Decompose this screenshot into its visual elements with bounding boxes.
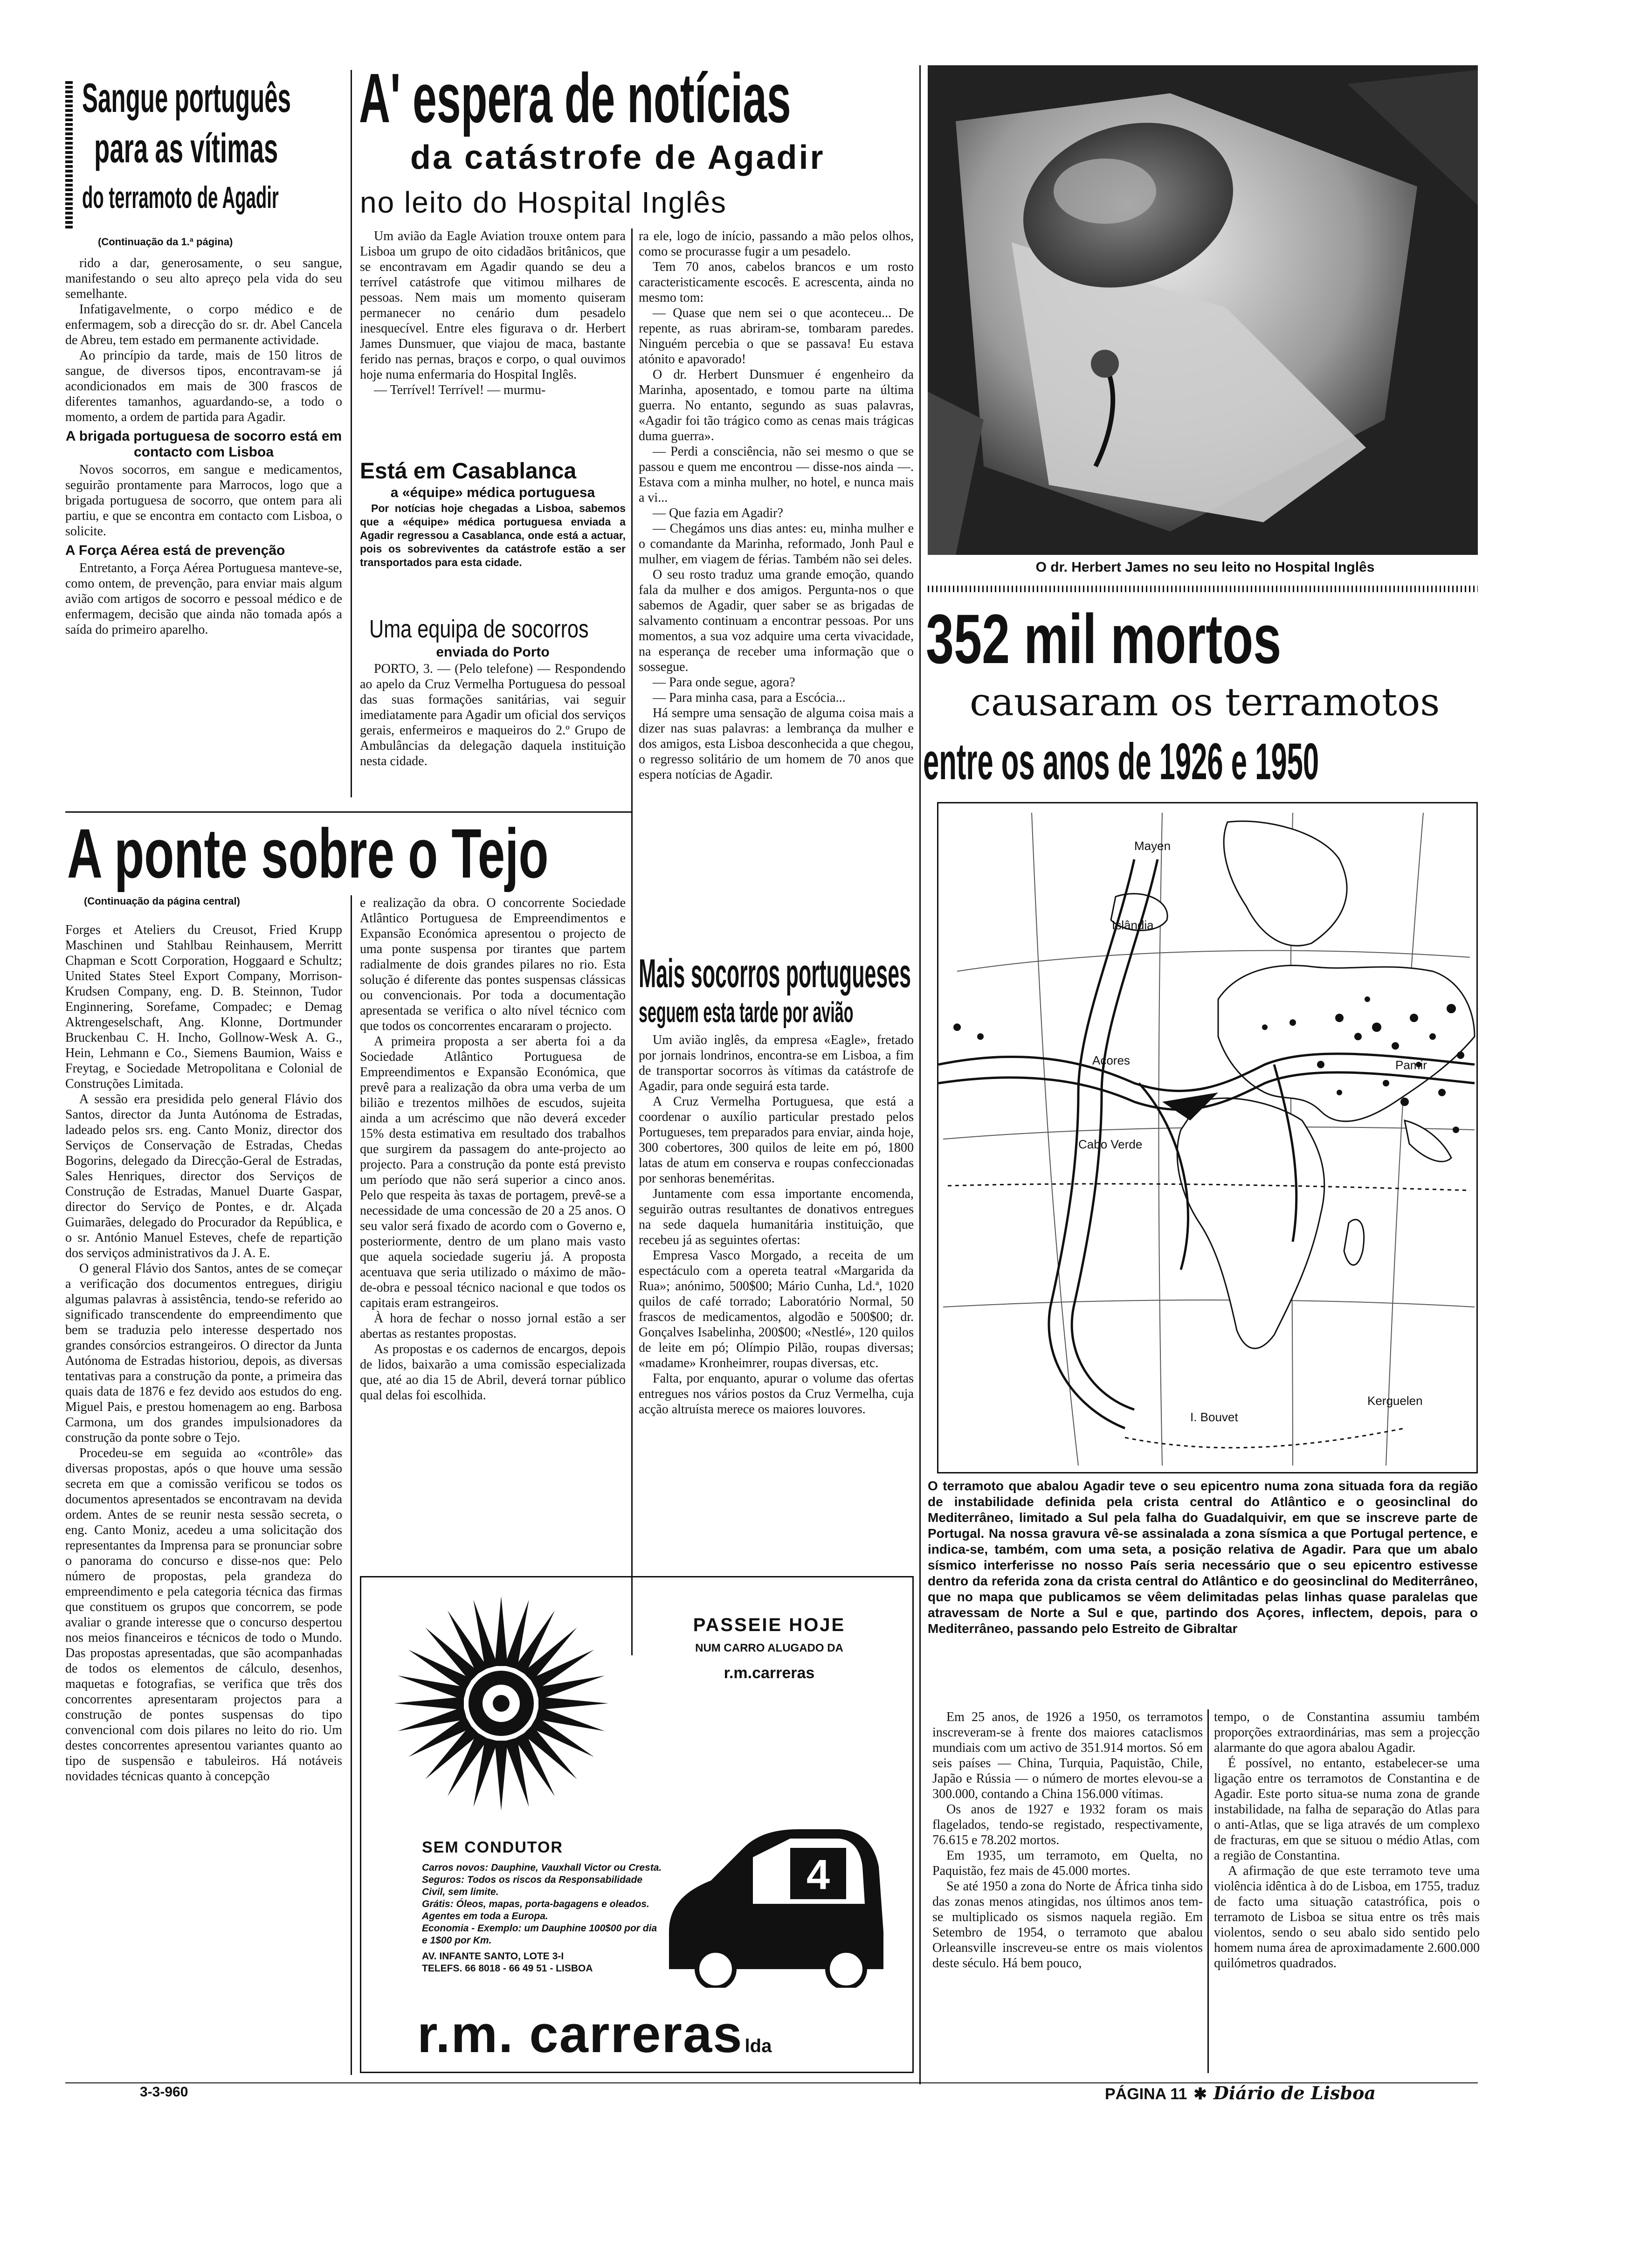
map-label: Açores — [1092, 1053, 1130, 1067]
agadir-col2 — [639, 228, 914, 961]
footer-date: 3-3-960 — [140, 2084, 188, 2100]
terramotos-paragraph: A afirmação de que este terramoto teve uma violência idêntica à do de Lisboa, em 1755, traduz de facto uma situação catastrófica, pois o terramoto de Lisboa se situa entre os três mais violentos, sendo o seu abalo sido sentido pelo homem numa área de aproximadamente 2.600.000 quilómetros quadrados. — [1214, 1864, 1480, 1971]
agadir-paragraph: — Perdi a consciência, não sei mesmo o que se passou e quem me encontrou — disse-nos ainda —. Estava com a minha mulher, no hotel, e nunca mais a vi... — [639, 444, 914, 505]
ad-sem-condutor: SEM CONDUTOR — [422, 1839, 563, 1856]
kicker-line-3: do terramoto de Agadir — [82, 180, 279, 214]
map-label: Mayen — [1134, 839, 1171, 853]
terramotos-col1 — [932, 1709, 1203, 2073]
porto-subtitle: enviada do Porto — [436, 644, 550, 660]
section-rule — [65, 811, 631, 813]
left-paragraph: Infatigavelmente, o corpo médico e de enfermagem, sob a direcção do sr. dr. Abel Cancela de Abreu, tem estado em permanente actividade. — [65, 302, 342, 347]
footer-page-number: PÁGINA 11 — [1105, 2085, 1187, 2103]
left-paragraph: Novos socorros, em sangue e medicamentos, seguirão prontamente para Marrocos, logo que a brigada portuguesa de socorro, que ontem para ali partiu, e que se encontra em contacto com Lisboa, o solicite. — [65, 463, 342, 539]
agadir-paragraph: — Quase que nem sei o que aconteceu... De repente, as ruas abriram-se, tombaram paredes. Ninguém percebia o que se passava! Eu estava atónito e apavorado! — [639, 306, 914, 366]
agadir-paragraph: — Que fazia em Agadir? — [653, 506, 783, 520]
agadir-headline-1: A' espera de notícias — [359, 59, 791, 137]
ponte-paragraph: Forges et Ateliers du Creusot, Fried Krupp Maschinen und Stahlbau Reinhausem, Merritt Chapman e Scott Corporation, Hoggaard e Schultz; United States Steel Export Company, Morrison-Krudsen Company, eng. D. B. Steinnon, Tudor Enginnering, Sorefame, Compadec; e Demag Aktrengeselschaft, Ang. Klonne, Dortmunder Bruckenbau C. H. Incho, Gollnow-Wesk A. G., Hein, Lehmann e Co., Siemens Baumion, Waiss e Freytag, e Sociedade Metropolitana e Colonial de Construções Limitada. — [65, 923, 342, 1091]
mais-socorros-paragraph: Juntamente com essa importante encomenda, seguirão outras resultantes de donativos entregues na sede daquela humanitária instituição, que recebeu já as seguintes ofertas: — [639, 1187, 914, 1247]
map-label: Pamir — [1395, 1058, 1427, 1072]
mais-socorros-title: Mais socorros portugueses — [639, 951, 911, 996]
ponte-headline: A ponte sobre o Tejo — [67, 814, 549, 892]
left-paragraph: rido a dar, generosamente, o seu sangue, manifestando o seu alto apreço pela vida do seu semelhante. — [65, 256, 342, 301]
ponte-continuation: (Continuação da página central) — [84, 895, 240, 907]
casablanca-box — [360, 459, 626, 603]
dash-rule — [928, 586, 1478, 592]
column-rule — [351, 895, 352, 2075]
ad-detail-line: Agentes em toda a Europa. — [422, 1911, 548, 1922]
left-subhead-brigada: A brigada portuguesa de socorro está em contacto com Lisboa — [65, 429, 342, 460]
ponte-paragraph: Procedeu-se em seguida ao «contrôle» das diversas propostas, após o que houve uma sessão secreta em que a comissão verificou se todos os documentos apresentados se encontravam na devida ordem. Antes de se reunir nesta sessão secreta, o eng. Canto Moniz, acedeu a uma solicitação dos representantes da Imprensa para se pronunciar sobre o panorama do concurso e disse-nos que: Pelo número de propostas, pela grandeza do empreendimento e pela categoria técnica das firmas que constituem os grupos que concorrem, se pode avaliar o grande interesse que o concurso despertou nos meios financeiros e técnicos de todo o Mundo. Das propostas apresentadas, que são acompanhadas de todos os elementos de cálculo, desenhos, maquetas e fotografias, se verifica que três dos concorrentes apresentaram projectos para a construção de pontes suspensas do tipo convencional com dois pilares no leito do rio. Um destes concorrentes apresentou variantes quanto ao tipo de suspensão e tabuleiros. Há notáveis novidades técnicas quanto à concepção — [65, 1446, 342, 1784]
agadir-paragraph: O seu rosto traduz uma grande emoção, quando fala da mulher e dos amigos. Pergunta-nos o que sabemos de Agadir, quer saber se as brigadas de salvamento continuam a encontrar pessoas. Por uns momentos, a sua voz adquire uma certa vivacidade, na esperança de receber uma informação que o sossegue. — [639, 567, 914, 674]
mais-socorros-paragraph: Falta, por enquanto, apurar o volume das ofertas entregues nos vários postos da Cruz Vermelha, cuja acção altruísta merece os maiores louvores. — [639, 1371, 914, 1417]
agadir-col1 — [360, 228, 626, 452]
terramotos-paragraph: Em 1935, um terramoto, em Quelta, no Paquistão, fez mais de 45.000 mortes. — [932, 1848, 1203, 1878]
mais-socorros-box — [639, 951, 914, 1567]
car-illustration — [650, 1820, 893, 1988]
left-subhead-forca-aerea: A Força Aérea está de prevenção — [65, 543, 285, 558]
sangue-kicker — [65, 75, 340, 233]
porto-title: Uma equipa de socorros — [369, 615, 589, 643]
left-continuation: (Continuação da 1.ª página) — [98, 236, 233, 248]
hospital-photo — [928, 65, 1478, 555]
left-paragraph: Entretanto, a Força Aérea Portuguesa manteve-se, como ontem, de prevenção, para enviar mais algum avião com artigos de socorro e pessoal médico e de enfermagem, decisão que ainda não tomada após a saída do primeiro aparelho. — [65, 561, 342, 637]
casablanca-text: Por notícias hoje chegadas a Lisboa, sabemos que a «équipe» médica portuguesa enviada a Agadir regressou a Casablanca, onde está a actuar, pois os sobreviventes da catástrofe estão a ser transportados para esta cidade. — [360, 502, 626, 568]
casablanca-title: Está em Casablanca — [360, 459, 577, 484]
ad-brand-large-text: r.m. carreras — [417, 2005, 743, 2063]
ad-num-carro: NUM CARRO ALUGADO DA — [695, 1642, 843, 1654]
ad-details — [422, 1862, 664, 1975]
kicker-line-1: Sangue português — [82, 75, 291, 121]
ad-detail-line: Carros novos: Dauphine, Vauxhall Victor ou Cresta. — [422, 1862, 662, 1873]
terramotos-paragraph: Os anos de 1927 e 1932 foram os mais flagelados, tendo-se registado, respectivamente, 76.615 e 78.202 mortos. — [932, 1802, 1203, 1847]
terramotos-paragraph: tempo, o de Constantina assumiu também proporções extraordinárias, mas sem a projecção alarmante do que agora abalou Agadir. — [1214, 1710, 1480, 1755]
column-rule — [1207, 1709, 1209, 2073]
column-rule — [919, 65, 921, 2084]
porto-text: PORTO, 3. — (Pelo telefone) — Respondendo ao apelo da Cruz Vermelha Portuguesa do pessoal das suas formações sanitárias, vai seguir imediatamente para Agadir um oficial dos serviços gerais, enfermeiros e maqueiros do 2.º Grupo de Ambulâncias da delegação daquela instituição nesta cidade. — [360, 662, 626, 768]
agadir-paragraph: Há sempre uma sensação de alguma coisa mais a dizer nas suas palavras: a lembrança da mulher e dos amigos, esta Lisboa desconhecida a que chegou, o regresso solitário de um homem de 70 anos que espera notícias de Agadir. — [639, 706, 914, 782]
ponte-paragraph: As propostas e os cadernos de encargos, depois de lidos, baixarão a uma comissão especializada que, até ao dia 15 de Abril, deverá tornar público qual delas foi escolhida. — [360, 1342, 626, 1403]
car-number: 4 — [806, 1852, 830, 1898]
seismic-map — [937, 802, 1478, 1473]
mais-socorros-body — [639, 1032, 914, 1417]
terramotos-paragraph: Em 25 anos, de 1926 a 1950, os terramotos inscreveram-se à frente dos maiores cataclismos mundiais com um activo de 351.914 mortos. Só em seis países — China, Turquia, Paquistão, Chile, Japão e Rússia — o número de mortes elevou-se a 300.000, contando a China 156.000 vítimas. — [932, 1710, 1203, 1801]
ponte-col2 — [360, 895, 626, 1567]
footer-star-icon: ✱ — [1193, 2086, 1207, 2103]
ad-brand-large — [417, 2006, 772, 2062]
agadir-paragraph: ra ele, logo de início, passando a mão pelos olhos, como se procurasse fugir a um pesadelo. — [639, 229, 914, 259]
agadir-paragraph: Tem 70 anos, cabelos brancos e um rosto caracteristicamente escocês. E acrescenta, ainda no mesmo tom: — [639, 260, 914, 305]
kicker-line-2: para as vítimas — [94, 125, 278, 171]
ad-brand-small: r.m.carreras — [724, 1664, 815, 1682]
mais-socorros-paragraph: Um avião inglês, da empresa «Eagle», fretado por jornais londrinos, encontra-se em Lisboa, a fim de transportar socorros às vítimas da catástrofe de Agadir, para onde seguirá esta tarde. — [639, 1033, 914, 1093]
map-caption: O terramoto que abalou Agadir teve o seu epicentro numa zona situada fora da região de instabilidade definida pela crista central do Atlântico e o geosinclinal do Mediterrâneo, limitado a Sul pela falha do Guadalquivir, em que se inscreve parte de Portugal. Na nossa gravura vê-se assinalada a zona sísmica a que Portugal pertence, e indica-se, também, com uma seta, a posição relativa de Agadir. Para que um abalo sísmico interferisse no nosso País seria necessário que o seu epicentro estivesse dentro da referida zona da crista central do Atlântico e do geosinclinal do Mediterrâneo, que no mapa que publicamos se vêem delimitadas pelas linhas quase paralelas que atravessam de Norte a Sul e que, partindo dos Açores, inflectem, depois, para o Mediterrâneo, passando pelo Estreito de Gibraltar — [928, 1479, 1478, 1636]
mais-socorros-subtitle: seguem esta tarde por avião — [639, 996, 854, 1029]
map-label: Islândia — [1112, 918, 1154, 932]
map-label: I. Bouvet — [1190, 1410, 1238, 1424]
photo-caption: O dr. Herbert James no seu leito no Hospital Inglês — [1035, 560, 1375, 575]
sun-illustration — [389, 1591, 613, 1815]
ponte-paragraph: O general Flávio dos Santos, antes de se começar a verificação dos documentos entregues, dirigiu algumas palavras à assistência, tendo-se referido ao significado transcendente do empreendimento que bem se traduzia pelo interesse despertado nos grandes consórcios estrangeiros. O director da Junta Autónoma de Estradas historiou, depois, as diversas tentativas para a construção da ponte, a primeira das quais data de 1876 e fez devido aos estudos do eng. Miguel Pais, e prestou homenagem ao eng. Barbosa Carmona, um dos grandes impulsionadores da construção da ponte sobre o Tejo. — [65, 1261, 342, 1445]
ponte-col1 — [65, 922, 342, 2074]
kicker-bar — [65, 79, 73, 228]
ponte-paragraph: e realização da obra. O concorrente Sociedade Atlântico Portuguesa de Empreendimentos e Expansão Económica apresentou o projecto de uma ponte suspensa por tirantes que partem radialmente de dois grandes pilares no rio. Esta solução é diferente das pontes suspensas clássicas ou convencionais. Por toda a documentação apresentada se verifica o alto nível técnico com que todos os concorrentes encararam o projecto. — [360, 896, 626, 1033]
carreras-advert — [360, 1576, 914, 2073]
ad-detail-line: AV. INFANTE SANTO, LOTE 3-I — [422, 1951, 564, 1962]
footer-paper-name: Diário de Lisboa — [1213, 2082, 1376, 2103]
agadir-paragraph: — Para minha casa, para a Escócia... — [653, 691, 846, 705]
ad-detail-line: Grátis: Óleos, mapas, porta-bagagens e oleados. — [422, 1899, 649, 1909]
left-paragraph: Ao princípio da tarde, mais de 150 litros de sangue, de diversos tipos, encontravam-se já acondicionados em mais de 300 frascos de diferentes tamanhos, aguardando-se, a todo o momento, a ordem de partida para Agadir. — [65, 348, 342, 424]
ponte-paragraph: À hora de fechar o nosso jornal estão a ser abertas as restantes propostas. — [360, 1311, 626, 1341]
agadir-headline-3: no leito do Hospital Inglês — [360, 186, 727, 219]
seismic-map-drawing — [937, 802, 1478, 1473]
ad-detail-line: TELEFS. 66 8018 - 66 49 51 - LISBOA — [422, 1963, 593, 1974]
ponte-paragraph: A primeira proposta a ser aberta foi a da Sociedade Atlântico Portuguesa de Empreendimentos e Expansão Económica, que prevê para a realização da obra uma verba de um bilião e trezentos milhões de escudos, sujeita ainda a um acréscimo que não deverá exceder 15% desta estimativa em resultado dos trabalhos que surgirem da passagem do ante-projecto ao projecto. Para a construção da ponte está previsto um período que não será superior a cinco anos. Pelo que respeita às taxas de portagem, prevê-se a necessidade de uma concessão de 20 a 25 anos. O seu valor será fixado de acordo com o Governo e, posteriormente, dentro de um plano mais vasto que aquela sociedade sugeriu já. A proposta acentuava que seria utilizado o máximo de mão-de-obra e pessoal técnico nacional e que todos os capitais eram estrangeiros. — [360, 1034, 626, 1310]
terramotos-paragraph: É possível, no entanto, estabelecer-se uma ligação entre os terramotos de Constantina e de Agadir. Este porto situa-se numa zona de grande instabilidade, na falha de separação do Atlas para o anti-Atlas, que se liga através de um complexo de fracturas, em que se situou o médio Atlas, com a região de Constantina. — [1214, 1756, 1480, 1863]
terramotos-col2 — [1214, 1709, 1480, 2073]
porto-box — [360, 615, 626, 806]
left-column-body — [65, 256, 342, 810]
footer-page — [1105, 2082, 1376, 2103]
agadir-paragraph: Um avião da Eagle Aviation trouxe ontem para Lisboa um grupo de oito cidadãos britânicos, que se encontravam em Agadir quando se deu a terrível catástrofe que vitimou milhares de pessoas. Nem mais um momento quiseram permanecer no cenário dum pesadelo inesquecível. Entre eles figurava o dr. Herbert James Dunsmuer, que viajou de maca, bastante ferido nas pernas, braços e corpo, o qual ouvimos hoje numa enfermaria do Hospital Inglês. — [360, 229, 626, 382]
column-rule — [351, 70, 352, 797]
casablanca-subtitle: a «équipe» médica portuguesa — [390, 485, 595, 500]
agadir-paragraph: — Chegámos uns dias antes: eu, minha mulher e o comandante da Marinha, reformado, Jonh Paul e mulher, em viagem de férias. Também não sei deles. — [639, 521, 914, 567]
map-label: Cabo Verde — [1078, 1137, 1143, 1151]
terramotos-paragraph: Se até 1950 a zona do Norte de África tinha sido das zonas menos atingidas, nos últimos anos tem-se multiplicado os sismos naquela região. Em Setembro de 1954, o terramoto que abalou Orleansville inscreveu-se entre os mais violentos deste século. Há bem pouco, — [932, 1879, 1203, 1971]
mais-socorros-paragraph: A Cruz Vermelha Portuguesa, que está a coordenar o auxílio particular prestado pelos Portugueses, tem preparados para enviar, ainda hoje, 300 cobertores, 300 quilos de leite em pó, 1800 latas de atum em conserva e roupas confeccionadas por senhoras beneméritas. — [639, 1094, 914, 1186]
mortos-headline-3: entre os anos de 1926 e 1950 — [923, 733, 1319, 790]
ponte-paragraph: A sessão era presidida pelo general Flávio dos Santos, director da Junta Autónoma de Estradas, ladeado pelos srs. eng. Canto Moniz, director dos Serviços de Conservação de Estradas, Chedas Bogorins, delegado da Direcção-Geral de Estradas, Sales Henriques, director dos Serviços de Construção de Estradas, Manuel Duarte Gaspar, director do Serviço de Pontes, e dr. Alçada Guimarães, delegado do Procurador da República, e o sr. António Manuel Esteves, chefe de repartição dos serviços administrativos da J. A. E. — [65, 1092, 342, 1260]
ad-passeie: PASSEIE HOJE — [693, 1615, 846, 1635]
agadir-headline-2: da catástrofe de Agadir — [410, 139, 825, 176]
map-label: Kerguelen — [1367, 1394, 1423, 1408]
mortos-headline-2: causaram os terramotos — [970, 680, 1440, 725]
agadir-paragraph: — Terrível! Terrível! — murmu- — [374, 383, 546, 397]
column-rule — [631, 228, 633, 1655]
agadir-paragraph: — Para onde segue, agora? — [653, 675, 795, 690]
hospital-photo-image — [928, 65, 1478, 555]
mais-socorros-paragraph: Empresa Vasco Morgado, a receita de um espectáculo com a opereta teatral «Margarida da Rua»; anónimo, 500$00; Mário Cunha, Ld.ª, 1020 quilos de café torrado; Laboratório Normal, 50 frascos de medicamentos, algodão e 500$00; dr. Gonçalves Isabelinha, 200$00; «Nestlé», 120 quilos de leite em pó; Olímpio Pilão, roupas diversas; «madame» Kronheimrer, roupas diversas, etc. — [639, 1248, 914, 1370]
ad-brand-suffix: lda — [745, 2036, 772, 2056]
ad-detail-line: Economia - Exemplo: um Dauphine 100$00 por dia e 1$00 por Km. — [422, 1923, 657, 1946]
mortos-headline-1: 352 mil mortos — [926, 600, 1282, 678]
ad-detail-line: Seguros: Todos os riscos da Responsabilidade Civil, sem limite. — [422, 1874, 642, 1897]
agadir-paragraph: O dr. Herbert Dunsmuer é engenheiro da Marinha, aposentado, e tomou parte na última guerra. No entanto, segundo as suas palavras, «Agadir foi tão trágico como as cenas mais trágicas duma guerra». — [639, 367, 914, 443]
